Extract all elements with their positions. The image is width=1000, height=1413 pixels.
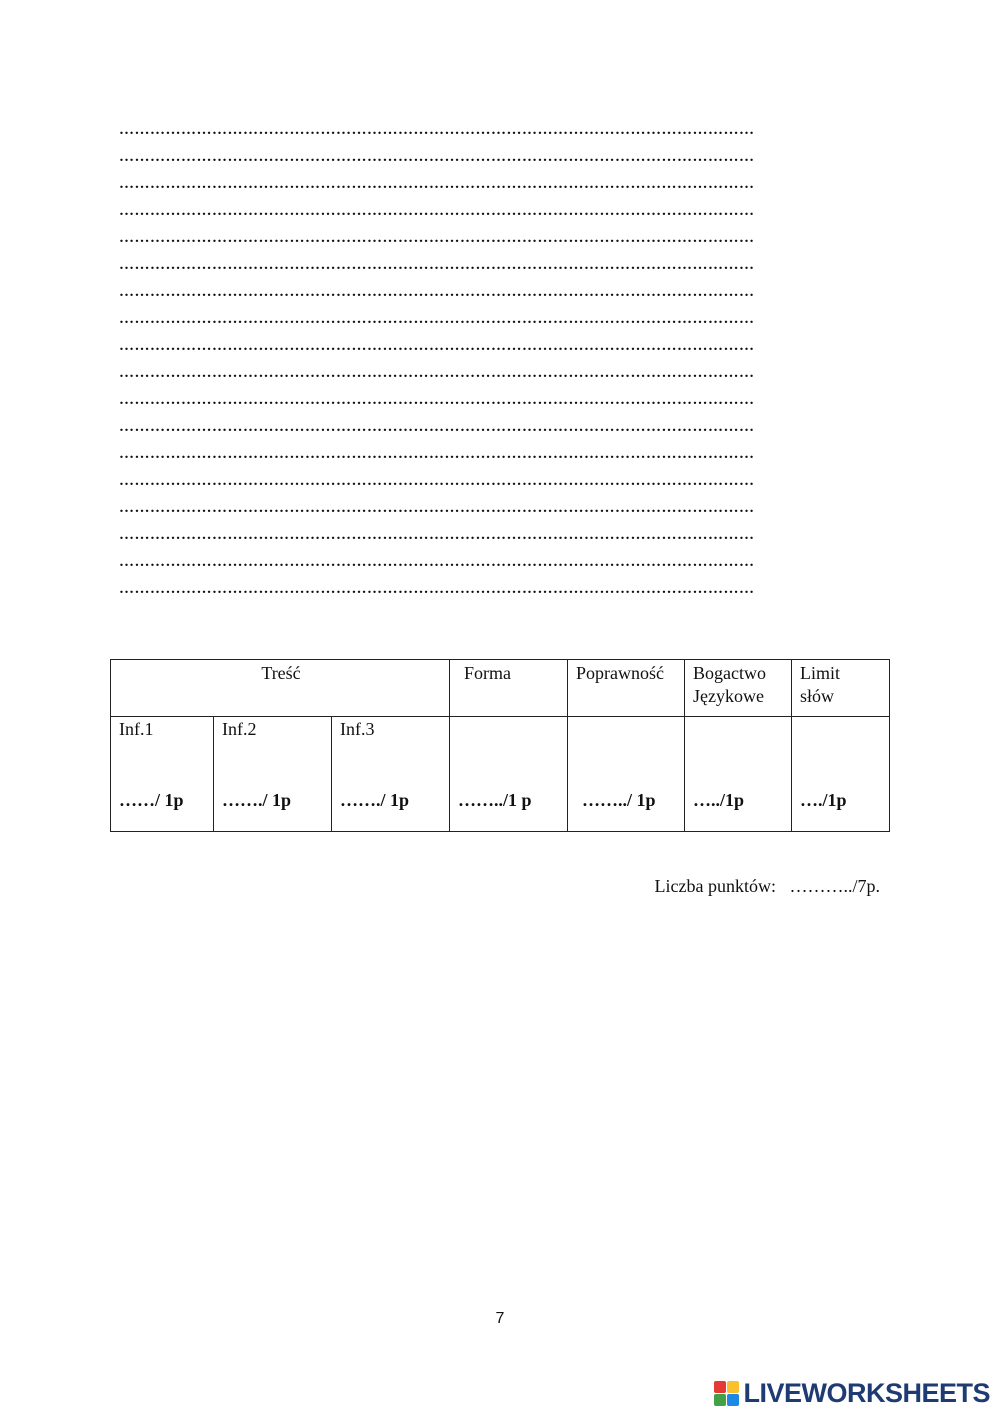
writing-line[interactable]: …………………………………………………………………………………………………………… — [119, 473, 755, 489]
liveworksheets-logo[interactable] — [714, 1378, 990, 1409]
score-cell-form[interactable] — [450, 717, 568, 832]
total-points — [655, 876, 880, 897]
points-inf2: ……./ 1p — [222, 790, 292, 810]
writing-line[interactable]: …………………………………………………………………………………………………………… — [119, 500, 755, 516]
points-form: ……../1 p — [458, 790, 532, 810]
writing-line[interactable]: …………………………………………………………………………………………………………… — [119, 527, 755, 543]
header-content: Treść — [111, 660, 450, 717]
writing-line[interactable]: …………………………………………………………………………………………………………… — [119, 257, 755, 273]
writing-line[interactable]: …………………………………………………………………………………………………………… — [119, 365, 755, 381]
points-inf1: ……/ 1p — [119, 790, 184, 810]
writing-line[interactable]: …………………………………………………………………………………………………………… — [119, 176, 755, 192]
writing-line[interactable]: …………………………………………………………………………………………………………… — [119, 338, 755, 354]
score-cell-correctness[interactable] — [568, 717, 685, 832]
points-inf3: ……./ 1p — [340, 790, 410, 810]
header-form: Forma — [450, 660, 568, 717]
logo-square — [714, 1394, 726, 1406]
writing-line[interactable]: …………………………………………………………………………………………………………… — [119, 392, 755, 408]
writing-line[interactable]: …………………………………………………………………………………………………………… — [119, 554, 755, 570]
liveworksheets-icon — [714, 1381, 740, 1407]
writing-line[interactable]: …………………………………………………………………………………………………………… — [119, 284, 755, 300]
header-language-richness: Bogactwo Językowe — [685, 660, 792, 717]
liveworksheets-wordmark: LIVEWORKSHEETS — [743, 1378, 990, 1408]
writing-line[interactable]: …………………………………………………………………………………………………………… — [119, 122, 755, 138]
logo-square — [727, 1394, 739, 1406]
points-word-limit: …./1p — [800, 790, 847, 810]
score-cell-inf2[interactable]: Inf.2 ……./ 1p — [214, 717, 332, 832]
total-points-value[interactable]: ………../7p. — [789, 876, 880, 896]
writing-line[interactable]: …………………………………………………………………………………………………………… — [119, 149, 755, 165]
header-word-limit: Limit słów — [792, 660, 890, 717]
score-cell-language-richness[interactable] — [685, 717, 792, 832]
logo-square — [727, 1381, 739, 1393]
score-cell-inf3[interactable]: Inf.3 ……./ 1p — [332, 717, 450, 832]
writing-line[interactable]: …………………………………………………………………………………………………………… — [119, 446, 755, 462]
writing-line[interactable]: …………………………………………………………………………………………………………… — [119, 581, 755, 597]
score-cell-inf1[interactable]: Inf.1 ……/ 1p — [111, 717, 214, 832]
writing-line[interactable]: …………………………………………………………………………………………………………… — [119, 230, 755, 246]
writing-line[interactable]: …………………………………………………………………………………………………………… — [119, 311, 755, 327]
score-table — [110, 659, 890, 832]
total-points-label: Liczba punktów: — [654, 876, 776, 896]
writing-line[interactable]: …………………………………………………………………………………………………………… — [119, 203, 755, 219]
header-correctness: Poprawność — [568, 660, 685, 717]
points-correctness: ……../ 1p — [582, 790, 656, 810]
page-number: 7 — [495, 1310, 505, 1327]
points-language-richness: …../1p — [693, 790, 745, 810]
writing-area[interactable] — [119, 122, 864, 608]
score-header-row — [111, 660, 890, 717]
score-values-row — [111, 717, 890, 832]
score-cell-word-limit[interactable] — [792, 717, 890, 832]
logo-square — [714, 1381, 726, 1393]
writing-line[interactable]: …………………………………………………………………………………………………………… — [119, 419, 755, 435]
